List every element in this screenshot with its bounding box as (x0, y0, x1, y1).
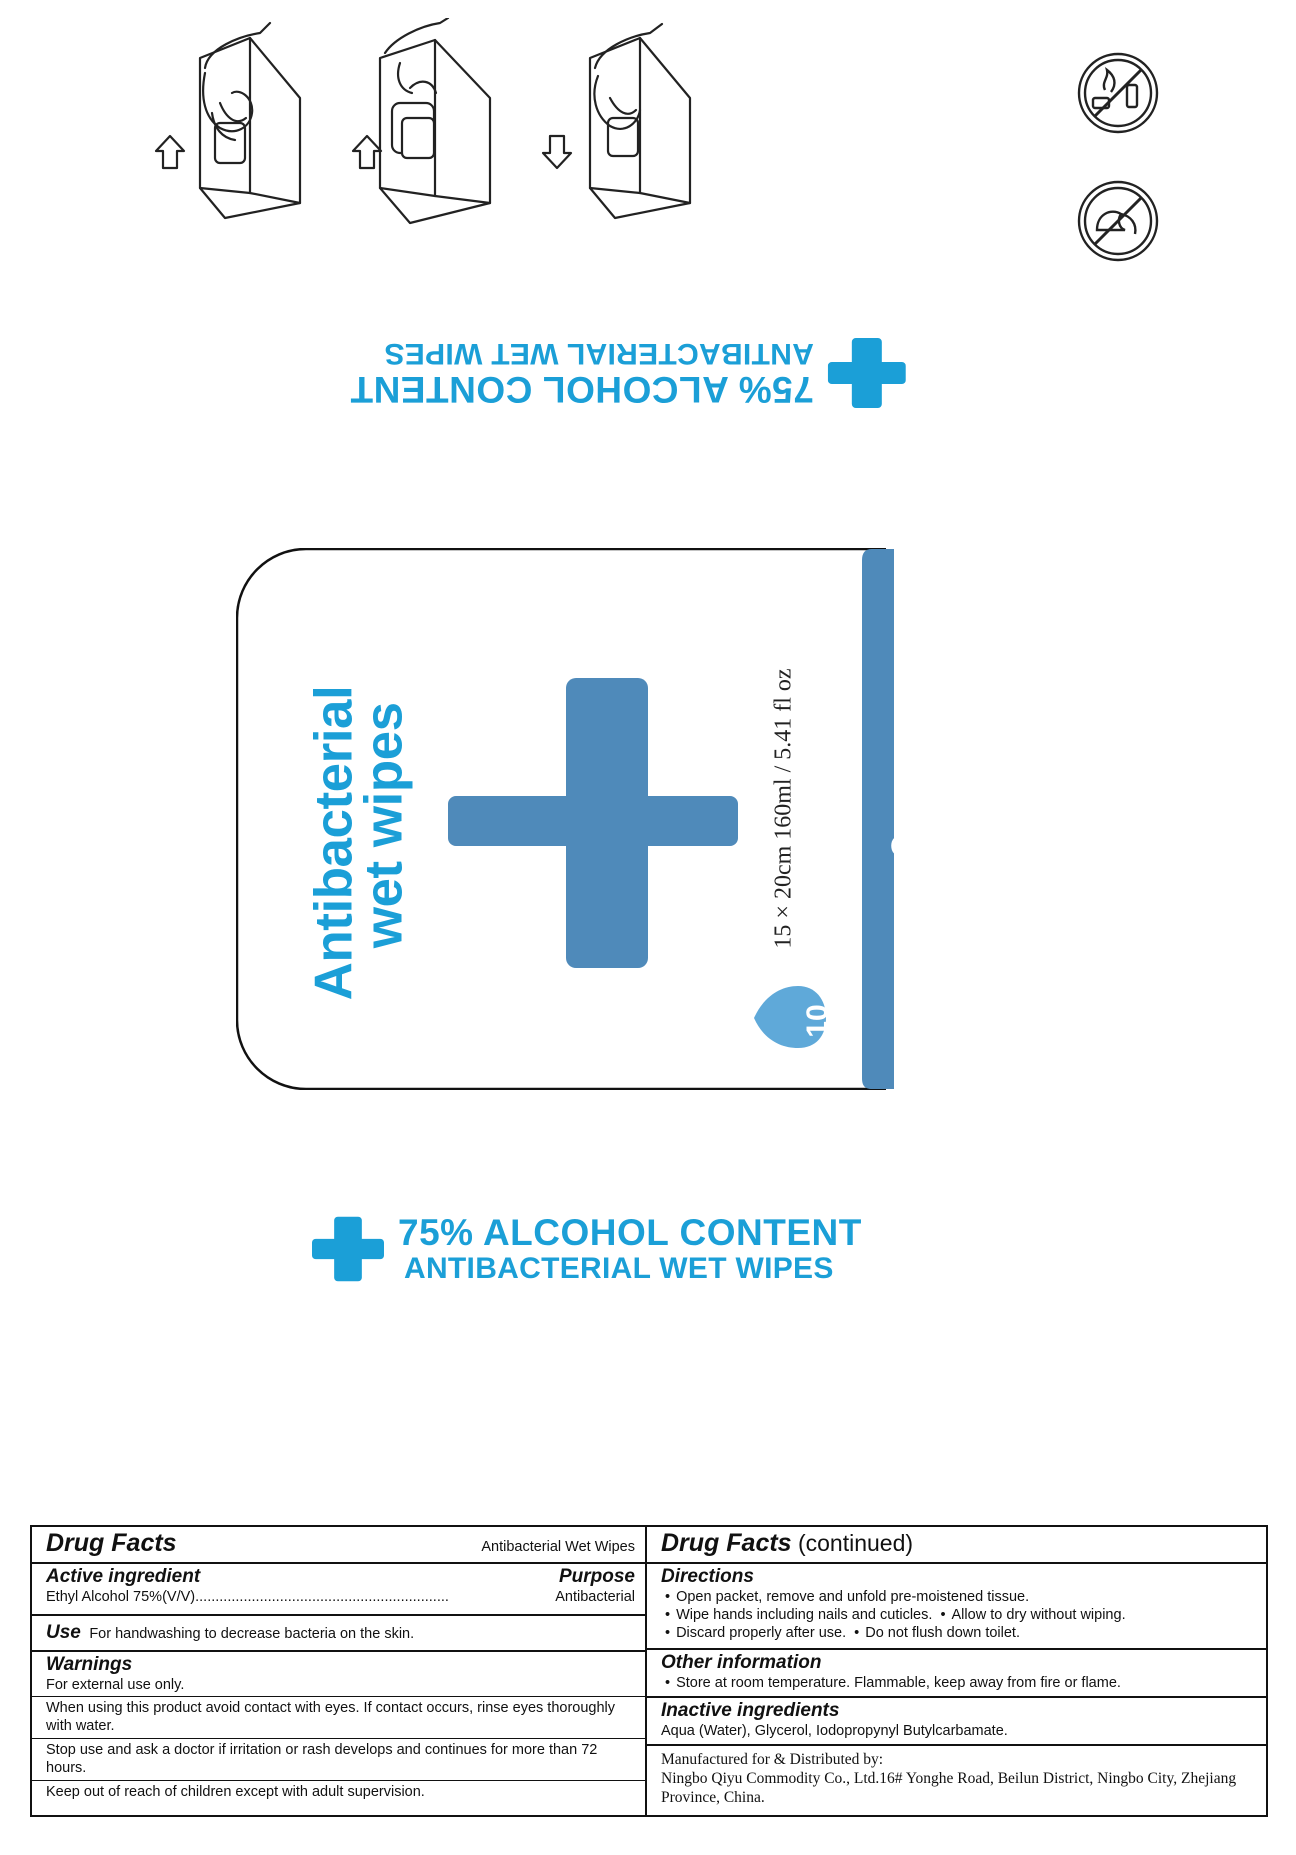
direction-dry: • Allow to dry without wiping. (936, 1607, 1125, 1623)
manufacturer-address: Ningbo Qiyu Commodity Co., Ltd.16# Yonghe Road, Beilun District, Ningbo City, Zhejiang Province, China. (661, 1770, 1237, 1806)
other-information-heading: Other information (661, 1652, 822, 1673)
drug-facts-title-continued: Drug Facts (661, 1529, 792, 1557)
banner-line2: ANTIBACTERIAL WET WIPES (404, 1252, 834, 1285)
banner-line1: 75% ALCOHOL CONTENT (350, 369, 814, 410)
inactive-ingredients-text: Aqua (Water), Glycerol, Iodopropynyl Butylcarbamate. (661, 1723, 1008, 1739)
medical-cross-icon (312, 1210, 384, 1288)
warnings-section (32, 1652, 645, 1804)
product-title (304, 650, 414, 1001)
drug-facts-title: Drug Facts (46, 1529, 177, 1557)
use-heading: Use (46, 1622, 81, 1643)
package-size-text: 15 × 20cm 160ml / 5.41 fl oz (770, 668, 797, 949)
drug-facts-left (32, 1527, 647, 1815)
other-information-section (647, 1650, 1266, 1698)
inactive-ingredients-section (647, 1698, 1266, 1746)
manufacturer-heading: Manufactured for & Distributed by: (661, 1751, 884, 1768)
warning-children: Keep out of reach of children except with adult supervision. (46, 1784, 425, 1800)
warning-external: For external use only. (46, 1677, 185, 1693)
active-ingredient-heading: Active ingredient (46, 1566, 201, 1587)
drug-facts-continued-header (647, 1527, 1266, 1564)
warnings-heading: Warnings (46, 1654, 133, 1675)
press-down-close-icon (540, 18, 700, 228)
other-information-text: • Store at room temperature. Flammable, keep away from fire or flame. (661, 1675, 1121, 1691)
direction-no-flush: • Do not flush down toilet. (850, 1625, 1020, 1641)
drug-facts-right (647, 1527, 1266, 1815)
continued-label: (continued) (791, 1530, 914, 1556)
active-ingredient: Ethyl Alcohol 75%(V/V) (46, 1589, 196, 1605)
drug-facts-product: Antibacterial Wet Wipes (481, 1539, 635, 1555)
open-label[interactable]: Open (886, 780, 919, 858)
product-title-line2: wet wipes (355, 702, 414, 949)
leader-dots: ............................................................... (195, 1589, 449, 1605)
direction-open: • Open packet, remove and unfold pre-moistened tissue. (661, 1589, 1029, 1605)
direction-wipe: • Wipe hands including nails and cuticles. (661, 1607, 932, 1623)
manufacturer-section (647, 1746, 1266, 1810)
no-flush-toilet-icon (1075, 178, 1161, 264)
purpose-value: Antibacterial (555, 1589, 635, 1605)
drug-facts-panel (30, 1525, 1268, 1817)
warning-stop-use: Stop use and ask a doctor if irritation or rash develops and continues for more than 72 hours. (32, 1739, 645, 1781)
use-text: For handwashing to decrease bacteria on the skin. (89, 1626, 415, 1642)
alcohol-content-banner (312, 1210, 862, 1288)
product-title-line1: Antibacterial (304, 685, 364, 1001)
pull-up-hand-icon (150, 18, 310, 228)
banner-line1: 75% ALCOHOL CONTENT (398, 1212, 862, 1253)
warning-eyes: When using this product avoid contact with eyes. If contact occurs, rinse eyes thoroughly with water. (32, 1697, 645, 1739)
inactive-ingredients-heading: Inactive ingredients (661, 1700, 840, 1721)
alcohol-content-banner-inverted (350, 334, 906, 412)
no-fire-icon (1075, 50, 1161, 136)
direction-discard: • Discard properly after use. (661, 1625, 846, 1641)
drug-facts-header (32, 1527, 645, 1564)
large-cross-horizontal (448, 796, 738, 846)
purpose-heading: Purpose (558, 1566, 635, 1587)
use-section (32, 1616, 645, 1652)
directions-section (647, 1564, 1266, 1650)
active-ingredient-section (32, 1564, 645, 1616)
medical-cross-icon (828, 334, 906, 412)
directions-heading: Directions (661, 1566, 754, 1587)
banner-line2: ANTIBACTERIAL WET WIPES (384, 337, 814, 370)
take-wipe-icon (340, 18, 500, 228)
wipe-count: 10 (801, 1004, 834, 1038)
